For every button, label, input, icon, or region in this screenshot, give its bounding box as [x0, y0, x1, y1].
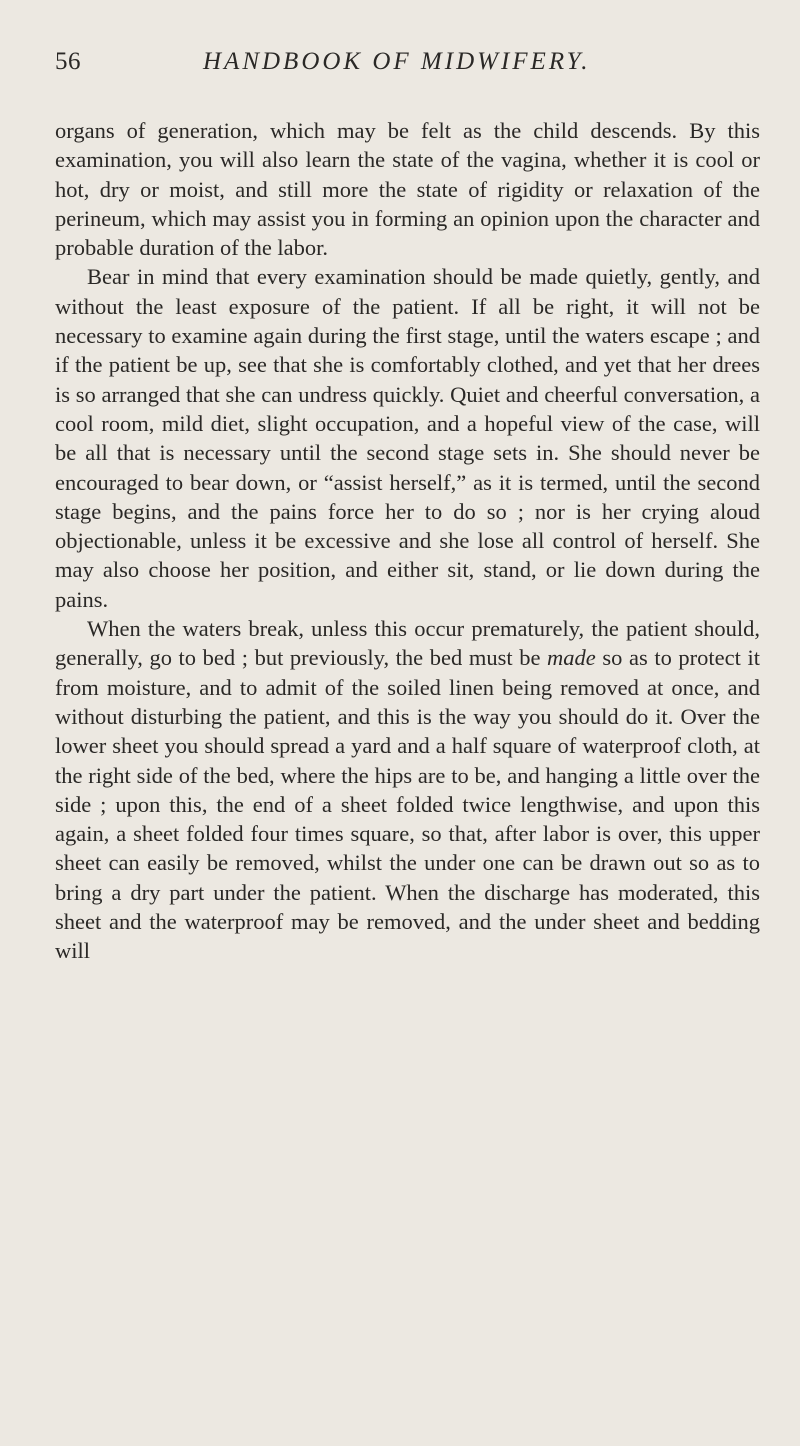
text-segment: Bear in mind that every examination should be made quietly, gently, and without the least exposure of the patient. If all be right, it will not be necessary to examine again during the first stage, until the waters escape ; and if the patient be up, see that she is comfortably clothed, and yet that her drees is so arranged that she can undress quickly. Quiet and cheerful conversation, a cool room, mild diet, slight occupation, and a hopeful view of the case, will be all that is necessary until the second stage sets in. She should never be encouraged to bear down, or “assist herself,” as it is termed, until the second stage begins, and the pains force her to do so ; nor is her crying aloud objectionable, unless it be excessive and she lose all control of herself. She may also choose her position, and either sit, stand, or lie down during the pains. — [55, 264, 760, 612]
running-head — [55, 48, 760, 96]
page-number: 56 — [55, 48, 81, 75]
paragraph-examination — [55, 262, 760, 614]
text-segment: When the waters break, unless this occur prematurely, the patient should, generally, go to bed ; but previously, the bed must be — [55, 616, 760, 671]
italic-emphasis: made — [547, 645, 596, 671]
paragraph-waters-break — [55, 614, 760, 966]
text-segment: so as to protect it from moisture, and to admit of the soiled linen being removed at once, and without disturbing the patient, and this is the way you should do it. Over the lower sheet you should spread a yard and a half square of waterproof cloth, at the right side of the bed, where the hips are to be, and hanging a little over the side ; upon this, the end of a sheet folded twice lengthwise, and upon this again, a sheet folded four times square, so that, after labor is over, this upper sheet can easily be removed, whilst the under one can be drawn out so as to bring a dry part under the patient. When the discharge has moderated, this sheet and the waterproof may be removed, and the under sheet and bedding will — [55, 645, 760, 964]
running-title: HANDBOOK OF MIDWIFERY. — [203, 48, 591, 75]
body-text — [55, 116, 760, 966]
paragraph-continuation — [55, 116, 760, 262]
book-page — [0, 48, 800, 1446]
text-segment: organs of generation, which may be felt as the child descends. By this examination, you will also learn the state of the vagina, whether it is cool or hot, dry or moist, and still more the state of rigidity or relaxation of the perineum, which may assist you in forming an opinion upon the character and probable duration of the labor. — [55, 118, 760, 261]
